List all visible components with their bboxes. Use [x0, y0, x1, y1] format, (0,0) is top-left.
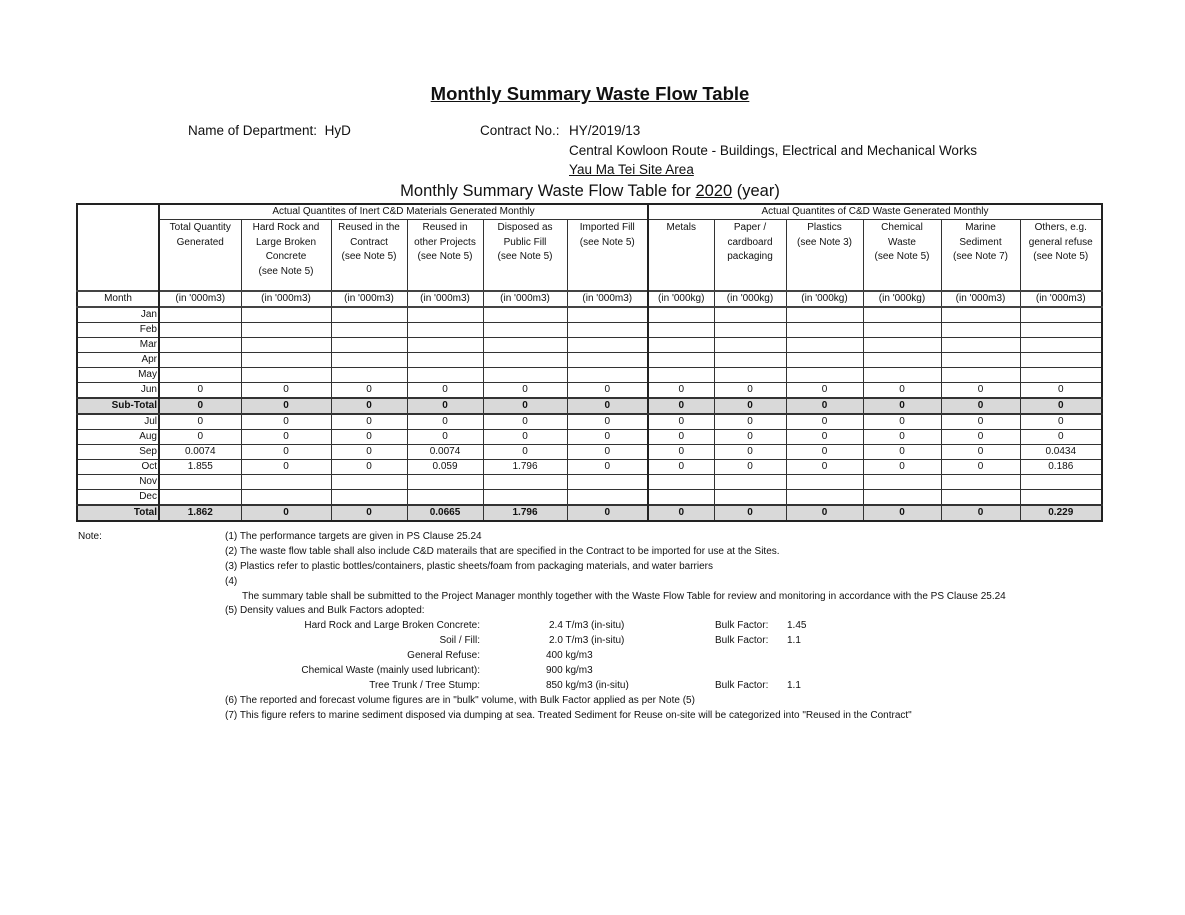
value-cell	[786, 368, 863, 383]
table-row	[77, 460, 1102, 475]
value-cell: 1.855	[159, 460, 241, 475]
value-cell: 0	[159, 414, 241, 430]
value-cell	[1020, 368, 1102, 383]
value-cell: 0	[483, 383, 567, 399]
month-cell: Dec	[77, 490, 159, 506]
value-cell: 0	[331, 383, 407, 399]
value-cell	[714, 307, 786, 323]
value-cell	[159, 490, 241, 506]
value-cell	[863, 307, 941, 323]
value-cell: 0	[648, 505, 714, 521]
density-value: 850 kg/m3 (in-situ)	[546, 680, 629, 691]
note-label: Note:	[78, 531, 102, 542]
month-cell: Aug	[77, 430, 159, 445]
value-cell: 0	[941, 460, 1020, 475]
column-unit: (in '000kg)	[863, 291, 941, 307]
value-cell	[159, 353, 241, 368]
value-cell	[1020, 353, 1102, 368]
note-3: (3) Plastics refer to plastic bottles/containers, plastic sheets/foam from packaging materials, and water barriers	[225, 561, 713, 572]
value-cell: 0	[159, 430, 241, 445]
value-cell	[331, 353, 407, 368]
value-cell: 0	[159, 398, 241, 414]
total-row	[77, 505, 1102, 521]
value-cell	[567, 307, 648, 323]
value-cell	[567, 490, 648, 506]
column-header-line: Public Fill	[503, 236, 547, 248]
value-cell: 0	[483, 414, 567, 430]
column-header-line: (see Note 5)	[341, 251, 397, 263]
value-cell: 0	[567, 460, 648, 475]
column-header-line: Reused in the	[338, 222, 400, 233]
value-cell	[786, 490, 863, 506]
table-row	[77, 445, 1102, 460]
value-cell	[941, 368, 1020, 383]
value-cell	[241, 368, 331, 383]
value-cell: 0	[331, 430, 407, 445]
value-cell	[941, 353, 1020, 368]
column-unit: (in '000m3)	[567, 291, 648, 307]
table-row	[77, 430, 1102, 445]
month-cell: Mar	[77, 338, 159, 353]
value-cell	[863, 323, 941, 338]
subtotal-row	[77, 398, 1102, 414]
value-cell: 0.0074	[407, 445, 483, 460]
value-cell	[648, 368, 714, 383]
table-row	[77, 368, 1102, 383]
value-cell: 0	[567, 445, 648, 460]
value-cell	[714, 353, 786, 368]
value-cell	[407, 307, 483, 323]
value-cell	[786, 353, 863, 368]
value-cell: 0	[331, 445, 407, 460]
value-cell	[863, 338, 941, 353]
value-cell	[941, 475, 1020, 490]
column-header-line: Chemical	[881, 222, 923, 233]
value-cell: 0	[941, 383, 1020, 399]
value-cell	[567, 323, 648, 338]
value-cell: 0	[241, 398, 331, 414]
value-cell: 0	[941, 505, 1020, 521]
value-cell: 0	[241, 460, 331, 475]
value-cell: 0.0665	[407, 505, 483, 521]
value-cell	[331, 475, 407, 490]
column-header-line: (see Note 5)	[579, 236, 635, 248]
value-cell: 0	[648, 383, 714, 399]
month-cell: May	[77, 368, 159, 383]
column-header-line: Generated	[176, 236, 224, 248]
value-cell	[863, 490, 941, 506]
value-cell: 0	[1020, 414, 1102, 430]
value-cell	[648, 338, 714, 353]
column-header-line: packaging	[727, 251, 773, 263]
value-cell	[241, 323, 331, 338]
value-cell: 0	[331, 460, 407, 475]
value-cell: 0	[714, 398, 786, 414]
value-cell: 0	[241, 505, 331, 521]
month-cell: Total	[77, 505, 159, 521]
value-cell: 0	[648, 460, 714, 475]
value-cell: 0	[941, 430, 1020, 445]
value-cell	[714, 368, 786, 383]
table-row	[77, 475, 1102, 490]
column-header	[241, 220, 331, 292]
column-header	[331, 220, 407, 292]
table-row	[77, 323, 1102, 338]
value-cell: 0	[648, 445, 714, 460]
bulk-factor-value: 1.1	[787, 680, 801, 691]
value-cell: 0.059	[407, 460, 483, 475]
value-cell: 0	[863, 414, 941, 430]
month-header: Month	[77, 291, 159, 307]
value-cell: 1.796	[483, 505, 567, 521]
value-cell: 0	[241, 383, 331, 399]
value-cell	[648, 490, 714, 506]
column-header-line: Disposed as	[497, 222, 553, 233]
value-cell: 0	[786, 445, 863, 460]
density-material: Chemical Waste (mainly used lubricant):	[301, 665, 480, 676]
value-cell	[331, 490, 407, 506]
column-header-line: Marine	[965, 222, 996, 233]
column-header-line: (see Note 5)	[1033, 251, 1089, 263]
value-cell	[241, 353, 331, 368]
value-cell	[159, 368, 241, 383]
value-cell	[786, 307, 863, 323]
density-value: 400 kg/m3	[546, 650, 593, 661]
value-cell: 0	[567, 398, 648, 414]
column-header	[1020, 220, 1102, 292]
column-header	[786, 220, 863, 292]
note-5: (5) Density values and Bulk Factors adopted:	[225, 605, 425, 616]
value-cell: 0	[567, 430, 648, 445]
column-header-line: (see Note 5)	[874, 251, 930, 263]
value-cell	[786, 475, 863, 490]
column-header	[941, 220, 1020, 292]
density-material: Hard Rock and Large Broken Concrete:	[304, 620, 480, 631]
value-cell	[241, 338, 331, 353]
month-cell: Nov	[77, 475, 159, 490]
value-cell: 0	[241, 414, 331, 430]
value-cell: 0	[483, 430, 567, 445]
month-cell: Oct	[77, 460, 159, 475]
column-header-line: (see Note 5)	[258, 265, 314, 277]
column-header-line: Others, e.g.	[1034, 222, 1087, 233]
contract-label: Contract No.:	[480, 123, 560, 138]
note-4-text: The summary table shall be submitted to the Project Manager monthly together with the Waste Flow Table for review and monitoring in accordance with the PS Clause 25.24	[242, 591, 1006, 602]
density-value: 900 kg/m3	[546, 665, 593, 676]
column-header-line: Contract	[350, 236, 388, 248]
value-cell	[1020, 490, 1102, 506]
column-header-line: cardboard	[727, 236, 773, 248]
column-header-line: other Projects	[414, 236, 476, 248]
value-cell: 0	[786, 430, 863, 445]
site-name: Yau Ma Tei Site Area	[569, 162, 694, 177]
density-material: General Refuse:	[407, 650, 480, 661]
note-6: (6) The reported and forecast volume figures are in "bulk" volume, with Bulk Factor applied as per Note (5)	[225, 695, 695, 706]
value-cell: 0	[786, 383, 863, 399]
value-cell: 0	[648, 430, 714, 445]
month-cell: Jan	[77, 307, 159, 323]
value-cell	[407, 475, 483, 490]
value-cell: 1.796	[483, 460, 567, 475]
column-unit: (in '000m3)	[241, 291, 331, 307]
column-header	[483, 220, 567, 292]
value-cell: 0.0074	[159, 445, 241, 460]
value-cell: 0	[241, 430, 331, 445]
value-cell: 1.862	[159, 505, 241, 521]
value-cell	[483, 490, 567, 506]
value-cell	[483, 368, 567, 383]
column-unit: (in '000m3)	[159, 291, 241, 307]
column-header-line: Concrete	[265, 251, 307, 263]
value-cell	[863, 368, 941, 383]
value-cell: 0	[941, 445, 1020, 460]
value-cell	[483, 307, 567, 323]
value-cell: 0	[407, 383, 483, 399]
contract-number: HY/2019/13	[569, 123, 641, 138]
table-row	[77, 490, 1102, 506]
value-cell	[714, 338, 786, 353]
bulk-factor-label: Bulk Factor:	[715, 680, 769, 691]
value-cell	[159, 307, 241, 323]
month-cell: Jun	[77, 383, 159, 399]
value-cell: 0	[483, 398, 567, 414]
value-cell	[483, 475, 567, 490]
department-label: Name of Department:	[188, 123, 318, 138]
value-cell: 0	[407, 414, 483, 430]
value-cell	[241, 307, 331, 323]
column-header-line: Total Quantity	[169, 222, 231, 233]
value-cell	[407, 338, 483, 353]
column-header-line: Metals	[666, 222, 696, 233]
value-cell	[483, 338, 567, 353]
value-cell: 0	[407, 430, 483, 445]
column-header	[714, 220, 786, 292]
value-cell: 0	[863, 445, 941, 460]
column-header-line: Large Broken	[255, 236, 317, 248]
value-cell	[331, 323, 407, 338]
value-cell: 0	[714, 460, 786, 475]
column-header	[863, 220, 941, 292]
value-cell	[941, 307, 1020, 323]
inert-group-header: Actual Quantites of Inert C&D Materials Generated Monthly	[159, 204, 648, 220]
value-cell: 0	[786, 460, 863, 475]
column-header	[159, 220, 241, 292]
column-header-line: (see Note 3)	[796, 236, 853, 248]
value-cell: 0	[1020, 430, 1102, 445]
value-cell: 0	[786, 398, 863, 414]
month-cell: Sub-Total	[77, 398, 159, 414]
note-4: (4)	[225, 576, 238, 587]
value-cell: 0	[567, 383, 648, 399]
column-header	[648, 220, 714, 292]
value-cell	[407, 490, 483, 506]
value-cell	[1020, 307, 1102, 323]
bulk-factor-label: Bulk Factor:	[715, 635, 769, 646]
value-cell	[567, 353, 648, 368]
column-unit: (in '000m3)	[483, 291, 567, 307]
value-cell: 0	[159, 383, 241, 399]
value-cell: 0	[241, 445, 331, 460]
table-row	[77, 353, 1102, 368]
bulk-factor-value: 1.1	[787, 635, 801, 646]
value-cell	[159, 323, 241, 338]
value-cell: 0	[714, 414, 786, 430]
value-cell	[241, 490, 331, 506]
value-cell: 0	[714, 430, 786, 445]
value-cell: 0.0434	[1020, 445, 1102, 460]
column-unit: (in '000kg)	[648, 291, 714, 307]
column-unit: (in '000m3)	[407, 291, 483, 307]
value-cell: 0	[331, 505, 407, 521]
value-cell: 0	[714, 383, 786, 399]
value-cell: 0	[863, 460, 941, 475]
month-header-spacer	[77, 204, 159, 291]
column-header-line: Waste	[888, 236, 916, 248]
column-header-line: Sediment	[959, 236, 1002, 248]
value-cell: 0	[863, 505, 941, 521]
value-cell	[483, 353, 567, 368]
month-cell: Sep	[77, 445, 159, 460]
density-value: 2.0 T/m3 (in-situ)	[549, 635, 625, 646]
value-cell	[159, 338, 241, 353]
value-cell	[567, 475, 648, 490]
value-cell: 0	[1020, 383, 1102, 399]
density-value: 2.4 T/m3 (in-situ)	[549, 620, 625, 631]
value-cell: 0	[714, 505, 786, 521]
value-cell: 0	[941, 398, 1020, 414]
month-cell: Feb	[77, 323, 159, 338]
column-header-line: Hard Rock and	[252, 222, 320, 233]
page-title: Monthly Summary Waste Flow Table	[430, 83, 750, 104]
value-cell: 0	[786, 414, 863, 430]
value-cell	[1020, 475, 1102, 490]
column-unit: (in '000kg)	[786, 291, 863, 307]
value-cell	[407, 368, 483, 383]
value-cell: 0	[331, 398, 407, 414]
value-cell: 0.229	[1020, 505, 1102, 521]
value-cell: 0	[863, 383, 941, 399]
value-cell: 0	[648, 414, 714, 430]
value-cell	[567, 338, 648, 353]
column-header-line: (see Note 7)	[952, 251, 1009, 263]
density-material: Soil / Fill:	[439, 635, 480, 646]
value-cell: 0	[863, 398, 941, 414]
bulk-factor-value: 1.45	[787, 620, 807, 631]
waste-group-header: Actual Quantites of C&D Waste Generated Monthly	[648, 204, 1102, 220]
bulk-factor-label: Bulk Factor:	[715, 620, 769, 631]
value-cell	[714, 490, 786, 506]
value-cell: 0	[1020, 398, 1102, 414]
value-cell	[863, 353, 941, 368]
value-cell: 0	[407, 398, 483, 414]
column-unit: (in '000m3)	[331, 291, 407, 307]
value-cell: 0	[331, 414, 407, 430]
value-cell	[941, 490, 1020, 506]
column-header-line: Reused in	[422, 222, 468, 233]
table-row	[77, 414, 1102, 430]
value-cell: 0	[786, 505, 863, 521]
month-cell: Apr	[77, 353, 159, 368]
value-cell	[786, 338, 863, 353]
value-cell	[941, 338, 1020, 353]
note-1: (1) The performance targets are given in PS Clause 25.24	[225, 531, 482, 542]
value-cell	[241, 475, 331, 490]
column-header	[567, 220, 648, 292]
value-cell	[407, 323, 483, 338]
column-header	[407, 220, 483, 292]
value-cell	[648, 307, 714, 323]
value-cell	[1020, 338, 1102, 353]
column-unit: (in '000kg)	[714, 291, 786, 307]
value-cell	[714, 475, 786, 490]
column-header-line: Plastics	[807, 222, 842, 233]
value-cell	[331, 368, 407, 383]
value-cell	[941, 323, 1020, 338]
department-value: HyD	[324, 123, 351, 138]
note-7: (7) This figure refers to marine sediment disposed via dumping at sea. Treated Sediment for Reuse on-site will be categorized into "Reused in the Contract"	[225, 710, 912, 721]
table-row	[77, 338, 1102, 353]
value-cell	[863, 475, 941, 490]
value-cell	[483, 323, 567, 338]
year: 2020	[695, 182, 733, 200]
value-cell	[786, 323, 863, 338]
column-header-line: (see Note 5)	[497, 251, 553, 263]
column-header-line: general refuse	[1028, 236, 1093, 248]
value-cell	[648, 353, 714, 368]
value-cell	[331, 307, 407, 323]
project-name: Central Kowloon Route - Buildings, Electrical and Mechanical Works	[569, 143, 977, 158]
column-header-line: (see Note 5)	[417, 251, 473, 263]
value-cell: 0	[863, 430, 941, 445]
value-cell	[648, 323, 714, 338]
value-cell	[159, 475, 241, 490]
value-cell: 0.186	[1020, 460, 1102, 475]
density-material: Tree Trunk / Tree Stump:	[369, 680, 480, 691]
value-cell	[1020, 323, 1102, 338]
value-cell: 0	[567, 414, 648, 430]
department	[188, 123, 351, 138]
note-2: (2) The waste flow table shall also include C&D materails that are specified in the Contract to be imported for use at the Sites.	[225, 546, 780, 557]
value-cell: 0	[941, 414, 1020, 430]
column-header-line: Paper /	[733, 222, 767, 233]
value-cell: 0	[483, 445, 567, 460]
waste-flow-table	[76, 203, 1103, 522]
table-row	[77, 383, 1102, 399]
value-cell: 0	[567, 505, 648, 521]
value-cell	[331, 338, 407, 353]
value-cell	[648, 475, 714, 490]
month-cell: Jul	[77, 414, 159, 430]
value-cell: 0	[648, 398, 714, 414]
column-unit: (in '000m3)	[1020, 291, 1102, 307]
table-row	[77, 307, 1102, 323]
value-cell	[567, 368, 648, 383]
column-header-line: Imported Fill	[579, 222, 635, 233]
column-unit: (in '000m3)	[941, 291, 1020, 307]
table-subtitle: Monthly Summary Waste Flow Table for 2020 (year)	[400, 182, 780, 200]
value-cell	[407, 353, 483, 368]
value-cell: 0	[714, 445, 786, 460]
value-cell	[714, 323, 786, 338]
